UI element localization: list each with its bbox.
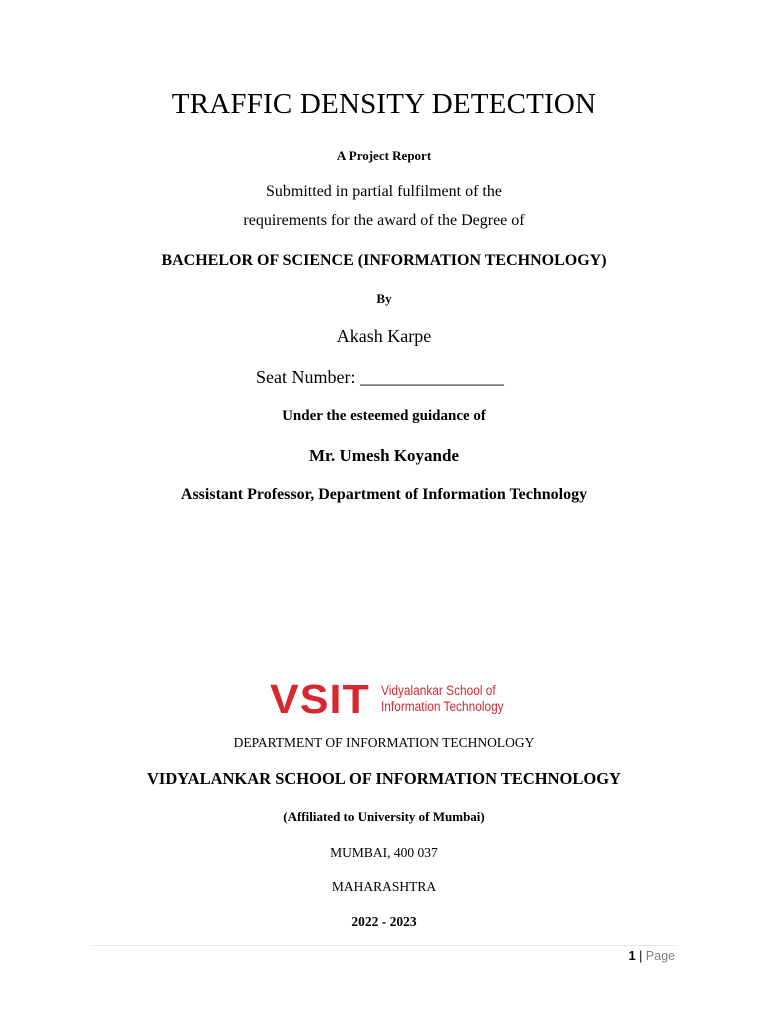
page-number: 1 <box>628 949 636 963</box>
state: MAHARASHTRA <box>331 879 437 894</box>
city: MUMBAI, 400 037 <box>330 845 438 860</box>
by-label: By <box>376 291 392 306</box>
academic-year: 2022 - 2023 <box>351 914 417 929</box>
department-name: DEPARTMENT OF INFORMATION TECHNOLOGY <box>233 735 535 750</box>
vsit-logo <box>270 676 510 722</box>
author-name: Akash Karpe <box>336 326 432 346</box>
guide-name: Mr. Umesh Koyande <box>308 446 459 465</box>
submission-line-2: requirements for the award of the Degree of <box>243 212 525 229</box>
seat-number-field: Seat Number: ________________ <box>256 367 504 387</box>
guide-designation: Assistant Professor, Department of Information Technology <box>180 486 588 503</box>
degree-name: BACHELOR OF SCIENCE (INFORMATION TECHNOLOGY) <box>161 252 607 269</box>
logo-text <box>381 683 504 715</box>
report-type: A Project Report <box>336 148 432 163</box>
school-name: VIDYALANKAR SCHOOL OF INFORMATION TECHNOLOGY <box>147 769 621 788</box>
affiliation: (Affiliated to University of Mumbai) <box>283 809 485 824</box>
document-title: TRAFFIC DENSITY DETECTION <box>171 88 597 120</box>
page-separator: | <box>639 949 643 963</box>
logo-mark: VSIT <box>270 675 370 722</box>
page-footer <box>629 949 675 963</box>
footer-divider <box>93 945 675 946</box>
guidance-line: Under the esteemed guidance of <box>282 408 486 424</box>
submission-line-1: Submitted in partial fulfilment of the <box>266 183 502 200</box>
logo-text-line-2: Information Technology <box>381 699 504 714</box>
page-label: Page <box>645 949 675 963</box>
logo-text-line-1: Vidyalankar School of <box>381 682 496 698</box>
